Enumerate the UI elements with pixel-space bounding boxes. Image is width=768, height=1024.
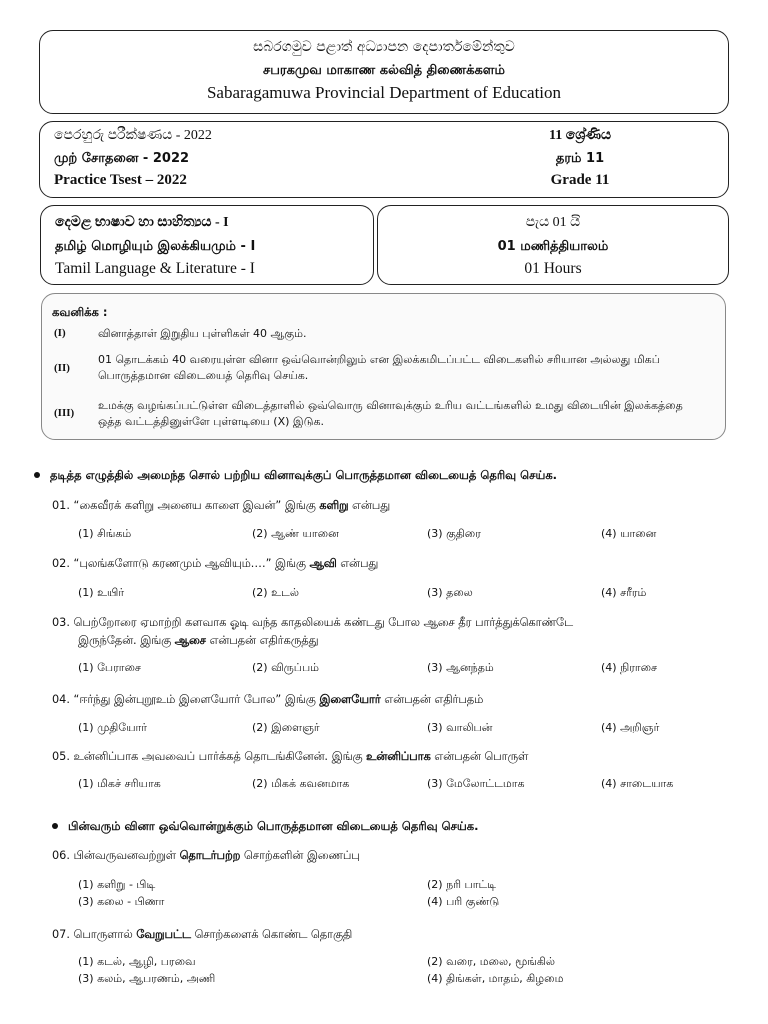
answer-option[interactable]: (2) இளைஞர் (252, 721, 320, 734)
answer-option[interactable]: (1) களிறு - பிடி (78, 878, 156, 891)
exam-title-english: Practice Tsest – 2022 (54, 172, 187, 188)
answer-option[interactable]: (3) வாலிபன் (427, 721, 493, 734)
answer-option[interactable]: (2) மிகக் கவனமாக (252, 777, 350, 790)
duration-sinhala: පැය 01 යි (525, 215, 581, 230)
duration-english: 01 Hours (524, 260, 582, 277)
exam-title-tamil: முற் சோதனை - 2022 (54, 151, 190, 166)
answer-option[interactable]: (2) ஆண் யானை (252, 527, 339, 540)
question-3-continuation: இருந்தேன். இங்கு ஆசை என்பதன் எதிர்கருத்து (78, 634, 319, 647)
department-name-tamil: சபரகமுவ மாகாண கல்வித் திணைக்களம் (263, 63, 505, 78)
answer-option[interactable]: (1) சிங்கம் (78, 527, 132, 540)
answer-option[interactable]: (4) சாடையாக (601, 777, 674, 790)
answer-option[interactable]: (1) உயிர் (78, 586, 125, 599)
answer-option[interactable]: (3) கலம், ஆபரணம், அணி (78, 972, 216, 985)
department-name-sinhala: සබරගමුව පළාත් අධ්‍යාපන දෙපාර්තමේන්තුව (253, 39, 515, 55)
answer-option[interactable]: (4) அறிஞர் (601, 721, 660, 734)
grade-sinhala: 11 ශ්‍රේණිය (548, 128, 612, 143)
bullet-icon (52, 823, 58, 829)
answer-option[interactable]: (2) நரி பாட்டி (427, 878, 496, 891)
instruction-number: (III) (54, 407, 75, 419)
instruction-text: உமக்கு வழங்கப்பட்டுள்ள விடைத்தாளில் ஒவ்வொரு வினாவுக்கும் உரிய வட்டங்களில் உமது விடையின் இலக்கத்தை ஒத்த வட்டத்தினுள்ளே புள்ளடியை (X) இடுக. (98, 399, 683, 428)
department-name-english: Sabaragamuwa Provincial Department of Education (206, 83, 562, 102)
subject-tamil: தமிழ் மொழியும் இலக்கியமும் - I (55, 239, 256, 254)
answer-option[interactable]: (3) கலை - பிணா (78, 895, 165, 908)
grade-tamil: தரம் 11 (555, 151, 605, 166)
exam-title-sinhala: පෙරහුරු පරීක්ෂණය - 2022 (54, 128, 212, 143)
answer-option[interactable]: (3) குதிரை (427, 527, 481, 540)
answer-option[interactable]: (4) சரீரம் (601, 586, 647, 599)
question-5: 05. உன்னிப்பாக அவவைப் பார்க்கத் தொடங்கினேன். இங்கு உன்னிப்பாக என்பதன் பொருள் (52, 750, 529, 763)
exam-info-box (39, 121, 729, 198)
bullet-icon (34, 472, 40, 478)
answer-option[interactable]: (4) திங்கள், மாதம், கிழமை (427, 972, 564, 985)
subject-sinhala: දෙමළ භාෂාව හා සාහිත්‍යය - I (55, 215, 229, 230)
question-4: 04. “ஈர்ந்து இன்புறூஉம் இளையோர் போல” இங்கு இளையோர் என்பதன் எதிர்பதம் (52, 693, 484, 706)
answer-option[interactable]: (1) மிகச் சரியாக (78, 777, 161, 790)
question-3: 03. பெற்றோரை ஏமாற்றி களவாக ஓடி வந்த காதலியைக் கண்டது போல ஆசை தீர பார்த்துக்கொண்டே (52, 616, 573, 629)
instruction-number: (II) (54, 362, 70, 374)
answer-option[interactable]: (3) ஆனந்தம் (427, 661, 494, 674)
answer-option[interactable]: (3) மேலோட்டமாக (427, 777, 525, 790)
instructions-title: கவனிக்க : (52, 305, 108, 319)
duration-box (377, 205, 729, 285)
question-6: 06. பின்வருவனவற்றுள் தொடர்பற்ற சொற்களின் இணைப்பு (52, 849, 360, 862)
question-2: 02. “புலங்களோடு கரணமும் ஆவியும்….” இங்கு ஆவி என்பது (52, 557, 379, 570)
instructions-box (41, 293, 726, 440)
duration-tamil: 01 மணித்தியாலம் (497, 239, 609, 254)
answer-option[interactable]: (4) யானை (601, 527, 657, 540)
instruction-text: 01 தொடக்கம் 40 வரையுள்ள வினா ஒவ்வொன்றிலும் என இலக்கமிடப்பட்ட விடைகளில் சரியான அல்லது மிகப் பொருத்தமான விடையைத் தெரிவு செய்க. (98, 353, 660, 382)
answer-option[interactable]: (4) பரி குண்டு (427, 895, 500, 908)
section-heading: பின்வரும் வினா ஒவ்வொன்றுக்கும் பொருத்தமான விடையைத் தெரிவு செய்க. (52, 819, 479, 835)
subject-english: Tamil Language & Literature - I (55, 260, 255, 277)
answer-option[interactable]: (3) தலை (427, 586, 473, 599)
question-1: 01. “கைவீரக் களிறு அனைய காளை இவன்” இங்கு களிறு என்பது (52, 499, 391, 512)
answer-option[interactable]: (2) வரை, மலை, மூங்கில் (427, 955, 556, 968)
department-header-box (39, 30, 729, 114)
answer-option[interactable]: (1) கடல், ஆழி, பரவை (78, 955, 196, 968)
subject-box (40, 205, 374, 285)
answer-option[interactable]: (1) பேராசை (78, 661, 142, 674)
instruction-number: (I) (54, 327, 66, 339)
answer-option[interactable]: (4) நிராசை (601, 661, 658, 674)
section-heading: தடித்த எழுத்தில் அமைந்த சொல் பற்றிய வினாவுக்குப் பொருத்தமான விடையைத் தெரிவு செய்க. (34, 468, 557, 484)
question-7: 07. பொருளால் வேறுபட்ட சொற்களைக் கொண்ட தொகுதி (52, 928, 353, 941)
answer-option[interactable]: (2) உடல் (252, 586, 299, 599)
answer-option[interactable]: (2) விருப்பம் (252, 661, 320, 674)
answer-option[interactable]: (1) முதியோர் (78, 721, 148, 734)
instruction-text: வினாத்தாள் இறுதிய புள்ளிகள் 40 ஆகும். (98, 327, 307, 340)
grade-english: Grade 11 (550, 172, 610, 188)
